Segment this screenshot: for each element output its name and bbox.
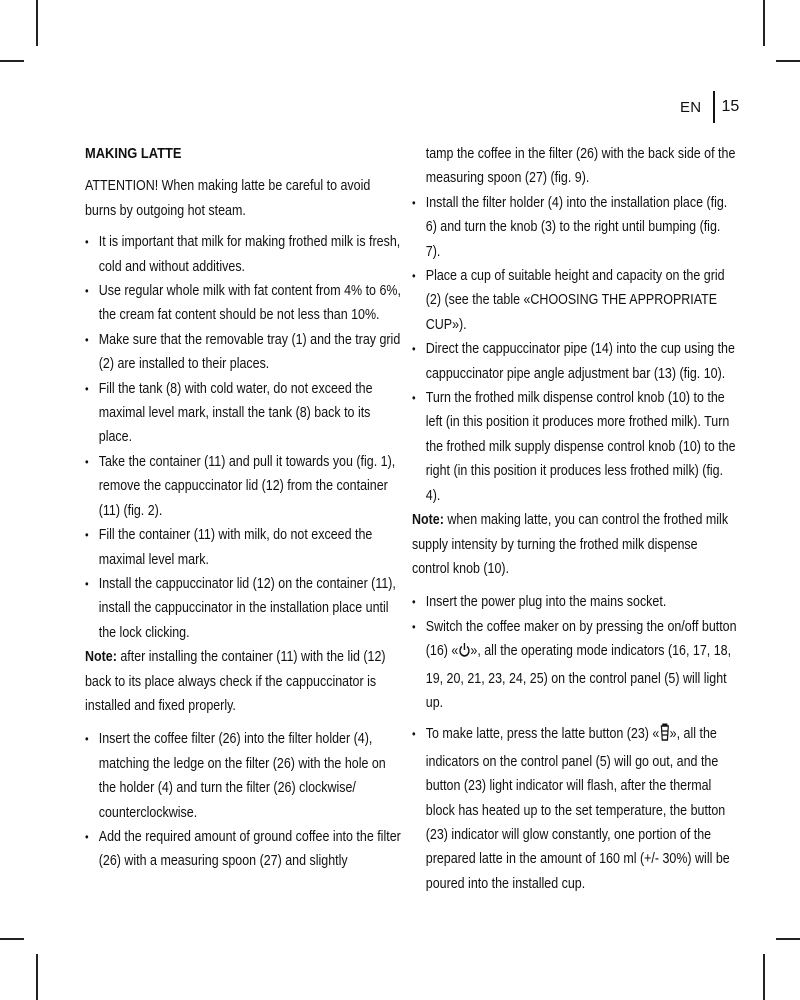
bullet-list: [85, 230, 403, 645]
list-item: • Direct the cappuccinator pipe (14) into the cup using the cappuccinator pipe angle adjustment bar (13) (fig. 10).: [412, 337, 737, 386]
crop-mark: [776, 938, 800, 940]
list-item: • Take the container (11) and pull it towards you (fig. 1), remove the cappuccinator lid (12) from the container (11) (fig. 2).: [85, 450, 403, 523]
list-item: [412, 722, 737, 896]
crop-mark: [36, 954, 38, 1000]
attention-paragraph: ATTENTION! When making latte be careful to avoid burns by outgoing hot steam.: [85, 178, 371, 219]
list-item: • It is important that milk for making frothed milk is fresh, cold and without additives.: [85, 230, 403, 279]
list-item: • Fill the tank (8) with cold water, do not exceed the maximal level mark, install the tank (8) back to its place.: [85, 377, 403, 450]
crop-mark: [0, 60, 24, 62]
page-header: [680, 92, 739, 122]
right-column: [412, 142, 737, 896]
note-text: when making latte, you can control the frothed milk supply intensity by turning the frothed milk dispense control knob (10).: [412, 512, 729, 577]
note-label: Note:: [85, 649, 117, 666]
note-paragraph: [412, 508, 737, 581]
left-column: [85, 142, 403, 874]
list-item: [412, 615, 737, 716]
latte-glass-icon: [659, 723, 669, 749]
item-text: Switch the coffee maker on by pressing the on/off button (16) «: [425, 618, 737, 660]
list-item: • Install the filter holder (4) into the installation place (fig. 6) and turn the knob (3) to the right until bumping (fig. 7).: [412, 191, 737, 264]
continuation-text: tamp the coffee in the filter (26) with the back side of the measuring spoon (27) (fig. 9).: [425, 146, 736, 187]
crop-mark: [763, 954, 765, 1000]
crop-mark: [36, 0, 38, 46]
bullet-list: [412, 191, 737, 508]
list-item: • Add the required amount of ground coffee into the filter (26) with a measuring spoon (27) and slightly: [85, 825, 403, 874]
crop-mark: [776, 60, 800, 62]
note-text: after installing the container (11) with the lid (12) back to its place always check if the cappuccinator is installed and fixed properly.: [85, 649, 386, 714]
list-item: • Make sure that the removable tray (1) and the tray grid (2) are installed to their places.: [85, 328, 403, 377]
item-text: To make latte, press the latte button (23) «: [425, 726, 660, 743]
page-number: 15: [721, 98, 740, 115]
header-divider: [713, 91, 715, 123]
list-item: • Place a cup of suitable height and capacity on the grid (2) (see the table «CHOOSING THE APPROPRIATE CUP»).: [412, 264, 737, 337]
list-item: • Turn the frothed milk dispense control knob (10) to the left (in this position it produces more frothed milk). Turn the frothed milk supply dispense control knob (10) to the right (in this position it produces less frothed milk) (fig. 4).: [412, 386, 737, 508]
note-label: Note:: [412, 512, 444, 529]
power-icon: [458, 642, 470, 666]
section-heading: MAKING LATTE: [85, 145, 182, 162]
list-item: • Fill the container (11) with milk, do not exceed the maximal level mark.: [85, 523, 403, 572]
list-item: • Use regular whole milk with fat content from 4% to 6%, the cream fat content should be not less than 10%.: [85, 279, 403, 328]
crop-mark: [763, 0, 765, 46]
item-text: », all the operating mode indicators (16, 17, 18, 19, 20, 21, 23, 24, 25) on the control panel (5) will light up.: [425, 643, 732, 711]
item-text: », all the indicators on the control panel (5) will go out, and the button (23) light indicator will flash, after the thermal block has heated up to the set temperature, the button (23) indicator will glow constantly, one portion of the prepared latte in the amount of 160 ml (+/- 30%) will be poured into the installed cup.: [425, 726, 730, 892]
list-item: • Insert the power plug into the mains socket.: [412, 590, 737, 614]
bullet-list: [85, 727, 403, 873]
language-code: EN: [680, 98, 702, 116]
list-item: • Insert the coffee filter (26) into the filter holder (4), matching the ledge on the filter (26) with the hole on the holder (4) and turn the filter (26) clockwise/ counterclockwise.: [85, 727, 403, 825]
bullet-list: [412, 590, 737, 896]
crop-mark: [0, 938, 24, 940]
note-paragraph: [85, 645, 403, 718]
list-item: • Install the cappuccinator lid (12) on the container (11), install the cappuccinator in the installation place until the lock clicking.: [85, 572, 403, 645]
